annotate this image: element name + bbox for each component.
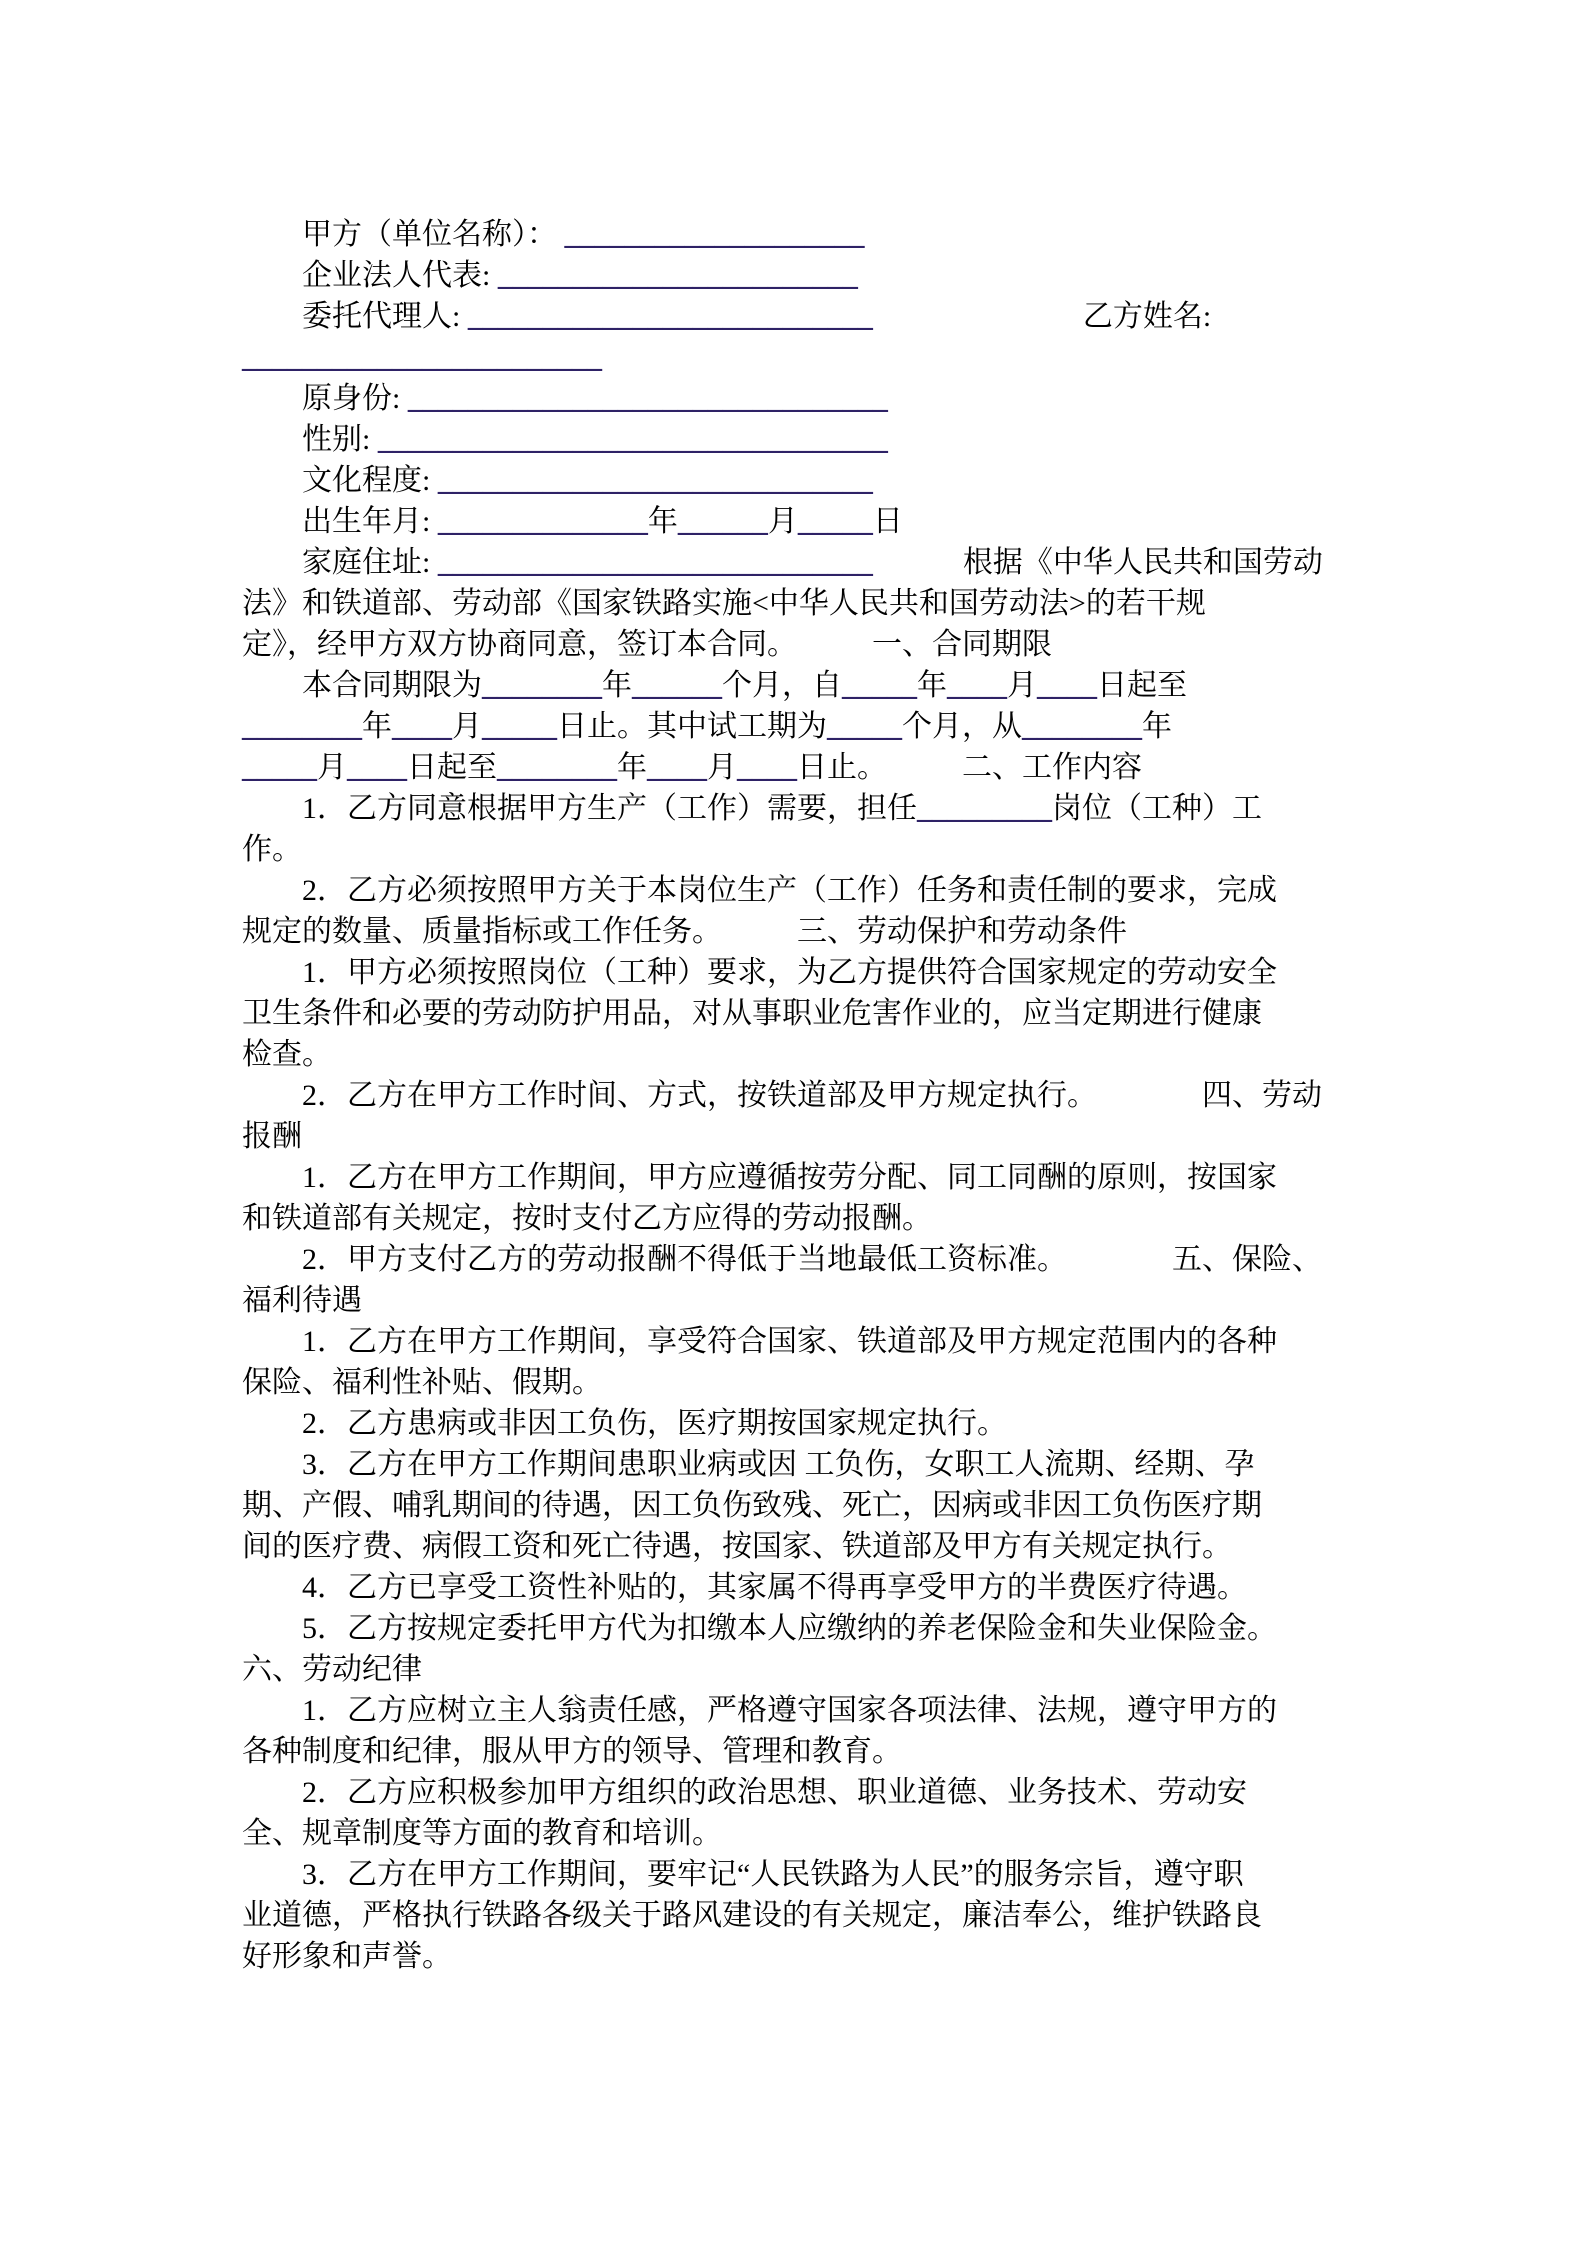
- contract-line: 1．乙方在甲方工作期间，甲方应遵循按劳分配、同工同酬的原则，按国家: [302, 1161, 1277, 1194]
- blank-field: ___________________________: [467, 300, 873, 333]
- contract-line: 3．乙方在甲方工作期间，要牢记“人民铁路为人民”的服务宗旨，遵守职: [302, 1858, 1244, 1891]
- contract-line: 好形象和声誉。: [242, 1940, 452, 1973]
- contract-line: 原身份: ________________________________: [302, 382, 888, 415]
- blank-field: ________: [482, 669, 602, 702]
- contract-line: 2．乙方在甲方工作时间、方式，按铁道部及甲方规定执行。 四、劳动: [302, 1079, 1322, 1112]
- blank-field: ________: [1022, 710, 1142, 743]
- blank-field: ________: [242, 710, 362, 743]
- blank-field: __________________________________: [377, 423, 888, 456]
- contract-line: _____月____日起至________年____月____日止。 二、工作内容: [242, 751, 1142, 784]
- contract-line: 甲方（单位名称）： ____________________: [302, 218, 865, 251]
- contract-line: 保险、福利性补贴、假期。: [242, 1366, 602, 1399]
- contract-line: 1．乙方在甲方工作期间，享受符合国家、铁道部及甲方规定范围内的各种: [302, 1325, 1277, 1358]
- contract-line: 1．乙方应树立主人翁责任感，严格遵守国家各项法律、法规，遵守甲方的: [302, 1694, 1277, 1727]
- contract-line: 1．乙方同意根据甲方生产（工作）需要，担任_________岗位（工种）工: [302, 792, 1262, 825]
- contract-line: 间的医疗费、病假工资和死亡待遇，按国家、铁道部及甲方有关规定执行。: [242, 1530, 1232, 1563]
- contract-line: 全、规章制度等方面的教育和培训。: [242, 1817, 722, 1850]
- contract-line: 和铁道部有关规定，按时支付乙方应得的劳动报酬。: [242, 1202, 932, 1235]
- contract-line: 出生年月: ______________年______月_____日: [302, 505, 903, 538]
- contract-body: [242, 214, 1360, 1977]
- contract-line: 卫生条件和必要的劳动防护用品，对从事职业危害作业的，应当定期进行健康: [242, 997, 1262, 1030]
- contract-line: ________年____月_____日止。其中试工期为_____个月，从________年: [242, 710, 1172, 743]
- contract-line: 2．乙方患病或非因工负伤，医疗期按国家规定执行。: [302, 1407, 1007, 1440]
- blank-field: ____: [647, 751, 707, 784]
- blank-field: ____: [737, 751, 797, 784]
- contract-line: 委托代理人: ___________________________ 乙方姓名:: [302, 300, 1212, 333]
- blank-field: ____: [392, 710, 452, 743]
- blank-field: _____: [797, 505, 873, 538]
- blank-field: _____: [242, 751, 317, 784]
- contract-line: 性别: __________________________________: [302, 423, 888, 456]
- contract-line: 4．乙方已享受工资性补贴的，其家属不得再享受甲方的半费医疗待遇。: [302, 1571, 1247, 1604]
- contract-line: 1．甲方必须按照岗位（工种）要求，为乙方提供符合国家规定的劳动安全: [302, 956, 1277, 989]
- contract-line: 2．乙方应积极参加甲方组织的政治思想、职业道德、业务技术、劳动安: [302, 1776, 1247, 1809]
- contract-line: 报酬: [242, 1120, 302, 1153]
- contract-line: 2．甲方支付乙方的劳动报酬不得低于当地最低工资标准。 五、保险、: [302, 1243, 1322, 1276]
- contract-line: [242, 337, 1360, 378]
- blank-field: ________________________: [497, 259, 858, 292]
- blank-field: ______: [632, 669, 722, 702]
- blank-field: ____________________: [564, 218, 865, 251]
- contract-line: 法》和铁道部、劳动部《国家铁路实施<中华人民共和国劳动法>的若干规: [242, 587, 1206, 620]
- contract-line: 规定的数量、质量指标或工作任务。 三、劳动保护和劳动条件: [242, 915, 1127, 948]
- contract-line: 定》，经甲方双方协商同意，签订本合同。 一、合同期限: [242, 628, 1052, 661]
- contract-line: 检查。: [242, 1038, 332, 1071]
- contract-line: 本合同期限为________年______个月，自_____年____月____日起至: [302, 669, 1187, 702]
- contract-line: 企业法人代表: ________________________: [302, 259, 858, 292]
- blank-field: ______________: [437, 505, 648, 538]
- contract-line: 3．乙方在甲方工作期间患职业病或因 工负伤，女职工人流期、经期、孕: [302, 1448, 1255, 1481]
- contract-line: 期、产假、哺乳期间的待遇，因工负伤致残、死亡，因病或非因工负伤医疗期: [242, 1489, 1262, 1522]
- blank-field: _________: [917, 792, 1052, 825]
- contract-line: 文化程度: _____________________________: [302, 464, 873, 497]
- blank-field: ________________________: [242, 341, 602, 374]
- contract-line: 福利待遇: [242, 1284, 362, 1317]
- blank-field: _____: [842, 669, 917, 702]
- blank-field: ________________________________: [407, 382, 888, 415]
- blank-field: ____: [347, 751, 407, 784]
- blank-field: _____: [482, 710, 557, 743]
- blank-field: ____: [947, 669, 1007, 702]
- blank-field: ____: [1037, 669, 1097, 702]
- blank-field: _____________________________: [437, 464, 873, 497]
- contract-line: 家庭住址: _____________________________ 根据《中华人民共和国劳动: [302, 546, 1323, 579]
- contract-line: 六、劳动纪律: [242, 1653, 422, 1686]
- contract-line: 各种制度和纪律，服从甲方的领导、管理和教育。: [242, 1735, 902, 1768]
- contract-line: 2．乙方必须按照甲方关于本岗位生产（工作）任务和责任制的要求，完成: [302, 874, 1277, 907]
- contract-line: 作。: [242, 833, 302, 866]
- blank-field: ______: [677, 505, 768, 538]
- contract-line: 5．乙方按规定委托甲方代为扣缴本人应缴纳的养老保险金和失业保险金。: [302, 1612, 1277, 1645]
- blank-field: ________: [497, 751, 617, 784]
- blank-field: _____: [827, 710, 902, 743]
- contract-line: 业道德，严格执行铁路各级关于路风建设的有关规定，廉洁奉公，维护铁路良: [242, 1899, 1262, 1932]
- blank-field: _____________________________: [437, 546, 873, 579]
